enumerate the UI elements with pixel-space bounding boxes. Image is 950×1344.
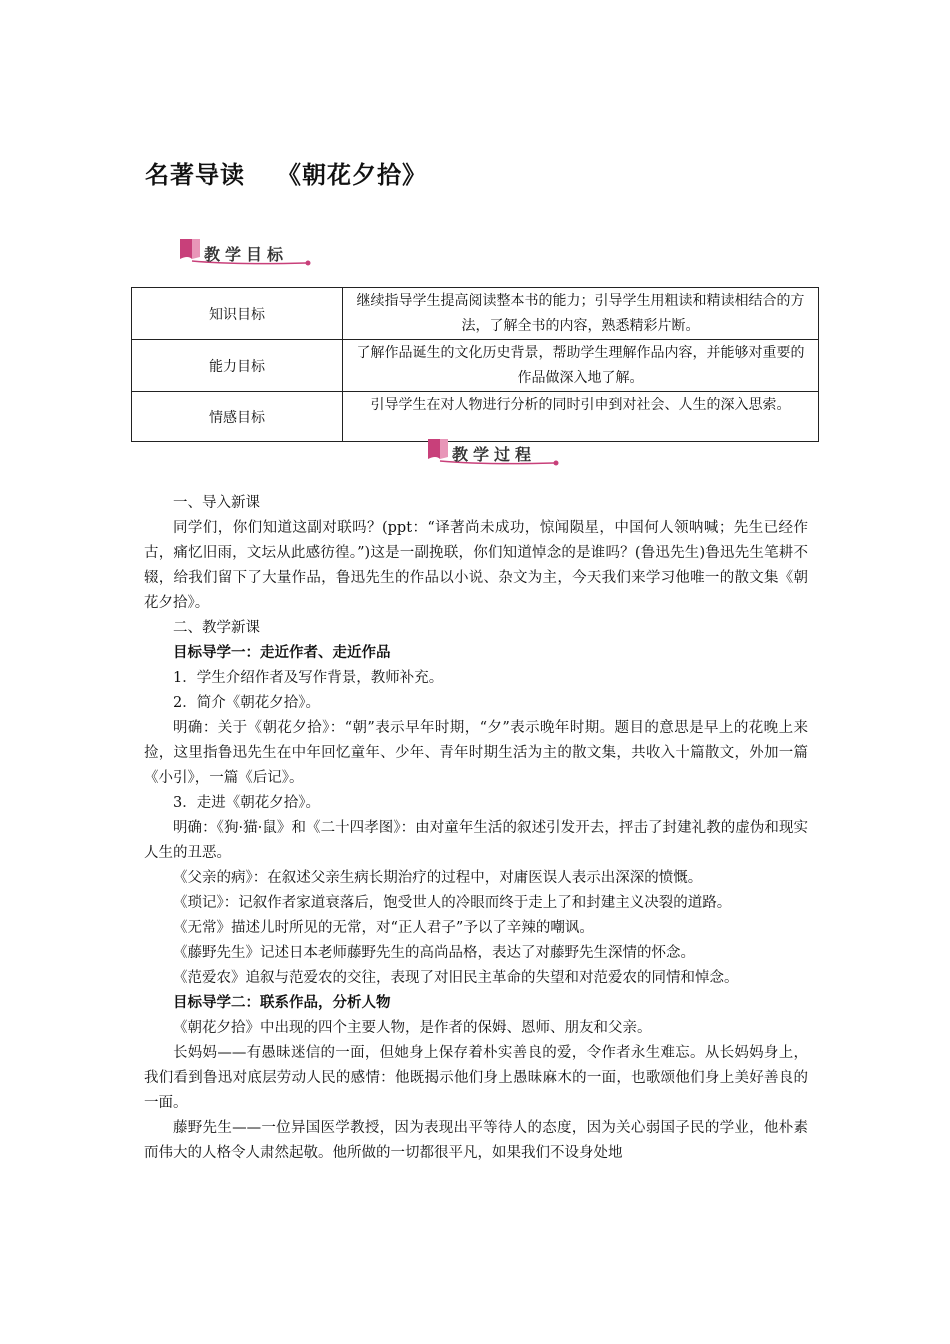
objectives-badge-label: 教学目标 [204, 245, 289, 264]
paragraph: 明确：关于《朝花夕拾》：“朝”表示早年时期，“夕”表示晚年时期。题目的意思是早上的花晚上来捡，这里指鲁迅先生在中年回忆童年、少年、青年时期生活为主的散文集，共收入十篇散文，外加一篇《小引》，一篇《后记》。 [144, 720, 808, 786]
section-heading: 目标导学一：走近作者、走近作品 [173, 645, 391, 661]
title-main: 名著导读 [145, 161, 245, 189]
paragraph: 《朝花夕拾》中出现的四个主要人物，是作者的保姆、恩师、朋友和父亲。 [173, 1020, 652, 1036]
paragraph: 《父亲的病》：在叙述父亲生病长期治疗的过程中，对庸医误人表示出深深的愤慨。 [173, 870, 703, 886]
goal-row [132, 340, 819, 392]
process-badge [426, 435, 561, 471]
process-badge-label: 教学过程 [452, 445, 537, 464]
goal-row [132, 288, 819, 340]
paragraph: 一、导入新课 [173, 495, 260, 511]
paragraph: 二、教学新课 [173, 620, 260, 636]
paragraph: 《范爱农》追叙与范爱农的交往，表现了对旧民主革命的失望和对范爱农的同情和悼念。 [173, 970, 739, 986]
paragraph: 《无常》描述儿时所见的无常，对“正人君子”予以了辛辣的嘲讽。 [173, 920, 594, 936]
title-book: 《朝花夕拾》 [277, 161, 427, 189]
goal-row [132, 392, 819, 442]
paragraph: 明确：《狗·猫·鼠》和《二十四孝图》：由对童年生活的叙述引发开去，抨击了封建礼教的虚伪和现实人生的丑恶。 [144, 820, 808, 861]
paragraph: 1．学生介绍作者及写作背景，教师补充。 [173, 670, 444, 686]
goals-table [131, 287, 819, 442]
page-title [145, 155, 427, 190]
goal-description: 继续指导学生提高阅读整本书的能力；引导学生用粗读和精读相结合的方法，了解全书的内容，熟悉精彩片断。 [343, 288, 819, 340]
goal-description: 了解作品诞生的文化历史背景，帮助学生理解作品内容，并能够对重要的作品做深入地了解。 [343, 340, 819, 392]
paragraph: 长妈妈——有愚昧迷信的一面，但她身上保存着朴实善良的爱，令作者永生难忘。从长妈妈身上，我们看到鲁迅对底层劳动人民的感情：他既揭示他们身上愚昧麻木的一面，也歌颂他们身上美好善良的一面。 [144, 1045, 808, 1111]
paragraph: 3．走进《朝花夕拾》。 [173, 795, 320, 811]
lesson-content [144, 491, 808, 1166]
goal-description: 引导学生在对人物进行分析的同时引申到对社会、人生的深入思索。 [343, 392, 819, 442]
paragraph: 《藤野先生》记述日本老师藤野先生的高尚品格，表达了对藤野先生深情的怀念。 [173, 945, 695, 961]
paragraph: 同学们，你们知道这副对联吗？(ppt：“译著尚未成功，惊闻陨星，中国何人领呐喊；先生已经作古，痛忆旧雨，文坛从此感彷徨。”)这是一副挽联，你们知道悼念的是谁吗？(鲁迅先生)鲁迅先生笔耕不辍，给我们留下了大量作品，鲁迅先生的作品以小说、杂文为主，今天我们来学习他唯一的散文集《朝花夕拾》。 [144, 520, 808, 611]
objectives-badge [178, 235, 313, 271]
goal-label: 情感目标 [132, 392, 343, 442]
goal-label: 知识目标 [132, 288, 343, 340]
paragraph: 2．简介《朝花夕拾》。 [173, 695, 320, 711]
goal-label: 能力目标 [132, 340, 343, 392]
section-heading: 目标导学二：联系作品，分析人物 [173, 995, 391, 1011]
paragraph: 藤野先生——一位异国医学教授，因为表现出平等待人的态度，因为关心弱国子民的学业，他朴素而伟大的人格令人肃然起敬。他所做的一切都很平凡，如果我们不设身处地 [144, 1120, 808, 1161]
paragraph: 《琐记》：记叙作者家道衰落后，饱受世人的冷眼而终于走上了和封建主义决裂的道路。 [173, 895, 732, 911]
